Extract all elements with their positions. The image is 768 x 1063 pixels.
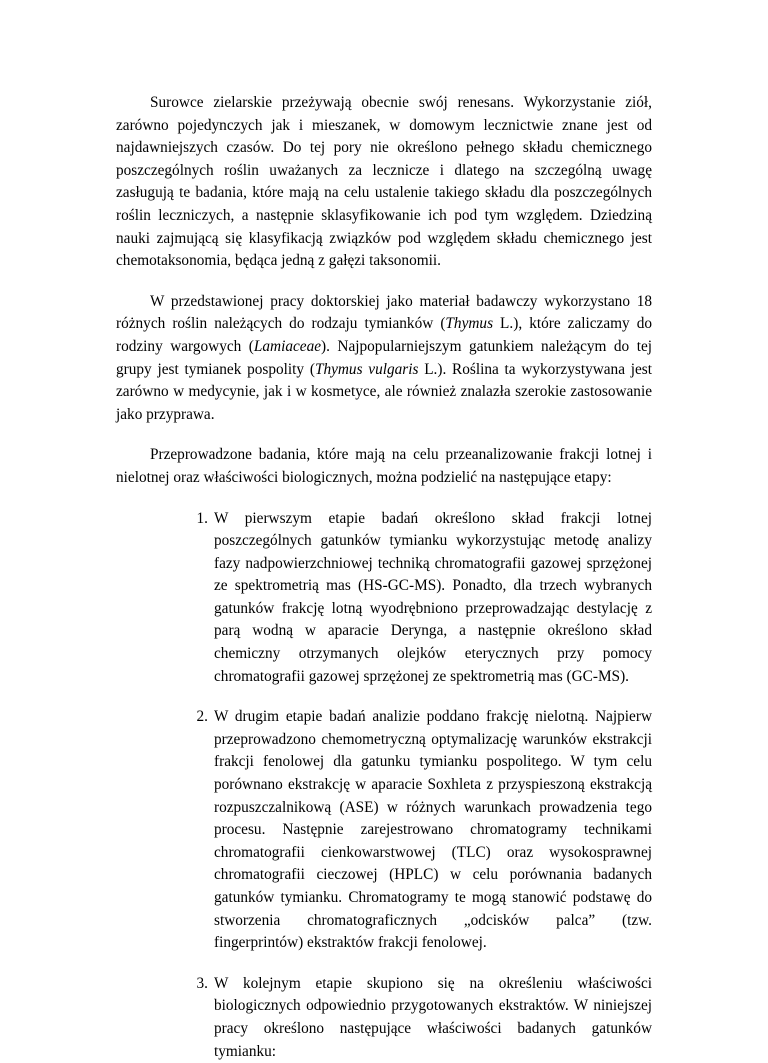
list-item-number: 1. xyxy=(168,508,208,531)
stages-list xyxy=(168,508,652,1063)
italic-species-name: Thymus vulgaris xyxy=(315,361,419,378)
paragraph-material xyxy=(116,291,652,427)
paragraph-material-text-3: ). Najpopularniejszym gatunkiem należącym do tej grupy jest tymianek pospolity ( xyxy=(116,338,652,378)
list-item xyxy=(168,706,652,955)
paragraph-material-text-2: L.), które zaliczamy do rodziny wargowych ( xyxy=(116,315,652,355)
list-item xyxy=(168,973,652,1063)
paragraph-intro: Surowce zielarskie przeżywają obecnie swój renesans. Wykorzystanie ziół, zarówno pojedynczych jak i mieszanek, w domowym lecznictwie znane jest od najdawniejszych czasów. Do tej pory nie określono pełnego składu chemicznego poszczególnych roślin uważanych za lecznicze i dlatego na szczególną uwagę zasługują te badania, które mają na celu ustalenie takiego składu dla poszczególnych roślin leczniczych, a następnie sklasyfikowanie ich pod tym względem. Dziedziną nauki zajmującą się klasyfikacją związków pod względem składu chemicznego jest chemotaksonomia, będąca jedną z gałęzi taksonomii. xyxy=(116,92,652,273)
list-item-text: W drugim etapie badań analizie poddano frakcję nielotną. Najpierw przeprowadzono chemometryczną optymalizację warunków ekstrakcji frakcji fenolowej dla gatunku tymianku pospolitego. W tym celu porównano ekstrakcję w aparacie Soxhleta z przyspieszoną ekstrakcją rozpuszczalnikową (ASE) w różnych warunkach prowadzenia tego procesu. Następnie zarejestrowano chromatogramy technikami chromatografii cienkowarstwowej (TLC) oraz wysokosprawnej chromatografii cieczowej (HPLC) w celu porównania badanych gatunków tymianku. Chromatogramy te mogą stanowić podstawę do stworzenia chromatograficznych „odcisków palca” (tzw. fingerprintów) ekstraktów frakcji fenolowej. xyxy=(214,706,652,955)
list-item xyxy=(168,508,652,689)
paragraph-stages-intro: Przeprowadzone badania, które mają na celu przeanalizowanie frakcji lotnej i nielotnej oraz właściwości biologicznych, można podzielić na następujące etapy: xyxy=(116,444,652,489)
paragraph-material-text-1: W przedstawionej pracy doktorskiej jako materiał badawczy wykorzystano 18 różnych roślin należących do rodzaju tymianków ( xyxy=(116,293,652,333)
list-item-text: W kolejnym etapie skupiono się na określeniu właściwości biologicznych odpowiednio przygotowanych ekstraktów. W niniejszej pracy określono następujące właściwości badanych gatunków tymianku: xyxy=(214,973,652,1063)
list-item-number: 3. xyxy=(168,973,208,996)
paragraph-material-text-4: L.). Roślina ta wykorzystywana jest zarówno w medycynie, jak i w kosmetyce, ale również znalazła szerokie zastosowanie jako przyprawa. xyxy=(116,361,652,423)
stages-list-wrapper xyxy=(168,508,652,1063)
list-item-number: 2. xyxy=(168,706,208,729)
list-item-text: W pierwszym etapie badań określono skład frakcji lotnej poszczególnych gatunków tymianku wykorzystując metodę analizy fazy nadpowierzchniowej techniką chromatografii gazowej sprzężonej ze spektrometrią mas (HS-GC-MS). Ponadto, dla trzech wybranych gatunków frakcję lotną wyodrębniono przeprowadzając destylację z parą wodną w aparacie Derynga, a następnie określono skład chemiczny otrzymanych olejków eterycznych przy pomocy chromatografii gazowej sprzężonej ze spektrometrią mas (GC-MS). xyxy=(214,508,652,689)
italic-family-name: Lamiaceae xyxy=(254,338,321,355)
italic-genus-name: Thymus xyxy=(445,315,493,332)
